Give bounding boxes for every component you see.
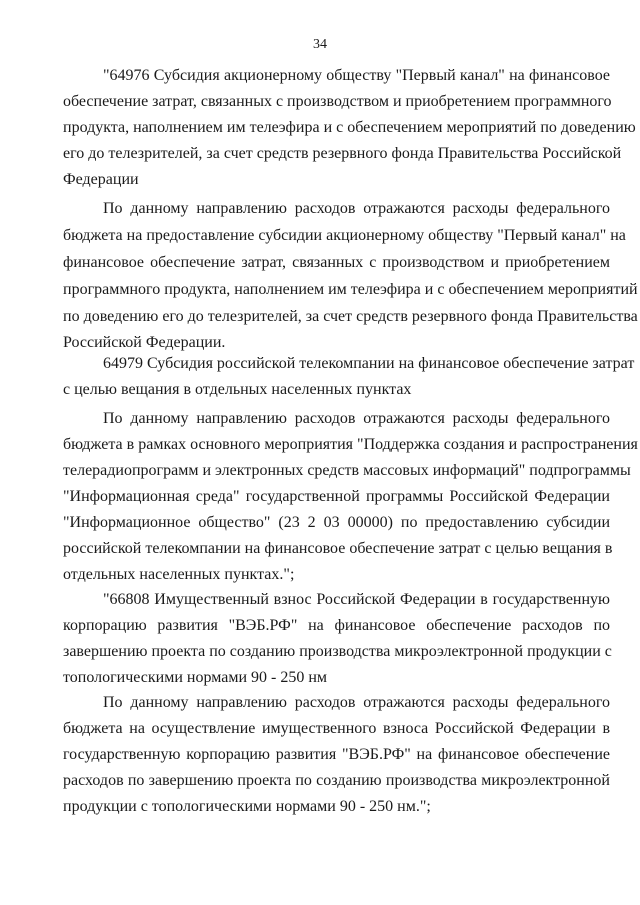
text-line: с целью вещания в отдельных населенных пунктах xyxy=(63,381,412,398)
text-line: "Информационная среда" государственной программы Российской Федерации xyxy=(63,488,610,505)
text-line: "66808 Имущественный взнос Российской Федерации в государственную xyxy=(103,591,610,608)
text-line: По данному направлению расходов отражаются расходы федерального xyxy=(103,410,610,427)
text-line: по доведению его до телезрителей, за счет средств резервного фонда Правительства xyxy=(63,308,638,325)
text-line: телерадиопрограмм и электронных средств массовых информаций" подпрограммы xyxy=(63,462,631,479)
text-line: бюджета в рамках основного мероприятия "Поддержка создания и распространения xyxy=(63,436,638,453)
text-line: российской телекомпании на финансовое обеспечение затрат с целью вещания в xyxy=(63,540,613,557)
text-line: "64976 Субсидия акционерному обществу "Первый канал" на финансовое xyxy=(103,67,610,84)
text-line: бюджета на предоставление субсидии акционерному обществу "Первый канал" на xyxy=(63,227,626,244)
text-line: "Информационное общество" (23 2 03 00000) по предоставлению субсидии xyxy=(63,514,610,531)
text-line: По данному направлению расходов отражаются расходы федерального xyxy=(103,694,610,711)
text-line: завершению проекта по созданию производства микроэлектронной продукции с xyxy=(63,643,612,660)
text-line: финансовое обеспечение затрат, связанных с производством и приобретением xyxy=(63,254,610,271)
text-line: государственную корпорацию развития "ВЭБ.РФ" на финансовое обеспечение xyxy=(63,746,610,763)
text-line: программного продукта, наполнением им телеэфира и с обеспечением мероприятий xyxy=(63,281,638,298)
text-line: его до телезрителей, за счет средств резервного фонда Правительства Российской xyxy=(63,145,622,162)
text-line: Российской Федерации. xyxy=(63,334,226,351)
text-line: продукции с топологическими нормами 90 - 250 нм."; xyxy=(63,798,431,815)
text-line: обеспечение затрат, связанных с производством и приобретением программного xyxy=(63,93,612,110)
text-line: продукта, наполнением им телеэфира и с обеспечением мероприятий по доведению xyxy=(63,119,636,136)
text-line: топологическими нормами 90 - 250 нм xyxy=(63,669,328,686)
text-line: корпорацию развития "ВЭБ.РФ" на финансовое обеспечение расходов по xyxy=(63,617,610,634)
text-line: 64979 Субсидия российской телекомпании на финансовое обеспечение затрат xyxy=(103,355,635,372)
text-line: отдельных населенных пунктах."; xyxy=(63,566,295,583)
text-line: Федерации xyxy=(63,171,139,188)
page-number: 34 xyxy=(313,37,327,52)
text-line: По данному направлению расходов отражаются расходы федерального xyxy=(103,200,610,217)
text-line: расходов по завершению проекта по созданию производства микроэлектронной xyxy=(63,772,610,789)
text-line: бюджета на осуществление имущественного взноса Российской Федерации в xyxy=(63,720,610,737)
